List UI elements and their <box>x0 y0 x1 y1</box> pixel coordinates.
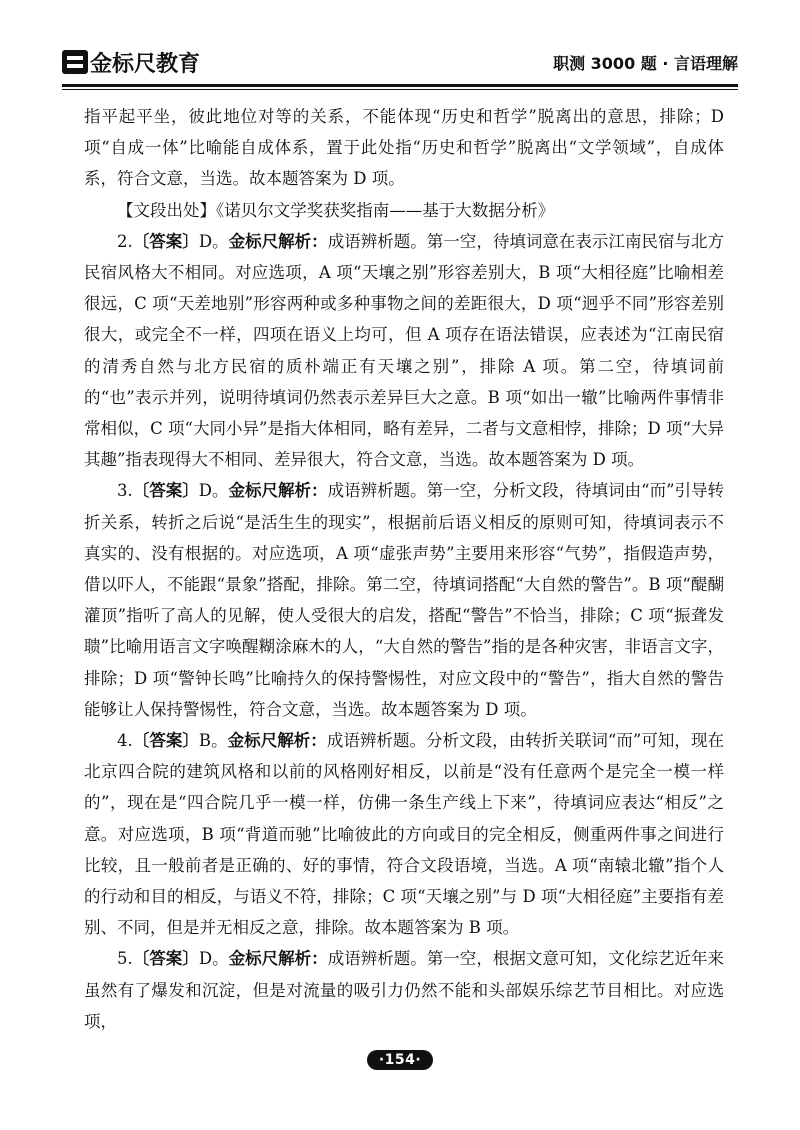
logo-mark-icon <box>62 50 88 74</box>
analysis-text: 成语辨析题。第一空，根据文意可知，文化综艺近年来虽然有了爆发和沉淀，但是对流量的吸引力仍然不能和头部娱乐综艺节目相比。对应选项， <box>84 949 725 1031</box>
source-line: 【文段出处】《诺贝尔文学奖获奖指南——基于大数据分析》 <box>117 200 555 220</box>
book-title: 职测 3000 题 · 言语理解 <box>553 54 738 73</box>
analysis-label: 金标尺解析： <box>227 731 327 751</box>
logo-text: 金标尺教育 <box>90 51 201 77</box>
header-divider <box>62 84 738 87</box>
answer-letter: D。 <box>198 949 229 969</box>
brand-logo <box>62 48 200 76</box>
question-2-explanation <box>84 226 724 476</box>
question-4-explanation <box>84 725 724 943</box>
analysis-label: 金标尺解析： <box>228 481 328 501</box>
answer-tag: 〔答案〕 <box>132 731 199 751</box>
answer-tag: 〔答案〕 <box>132 481 199 501</box>
answer-tag: 〔答案〕 <box>132 949 199 969</box>
page-number: ·154· <box>367 1050 433 1070</box>
question-number: 5. <box>117 949 133 969</box>
analysis-text: 成语辨析题。第一空，分析文段，待填词由“而”引导转折关系，转折之后说“是活生生的现实”，根据前后语义相反的原则可知，待填词表示不真实的、没有根据的。对应选项，A 项“虚张声势”主要用来形容“气势”，指假造声势，借以吓人，不能跟“景象”搭配，排除。第二空，待填词搭配“大自然的警告”。B 项“醍醐灌顶”指听了高人的见解，使人受很大的启发，搭配“警告”不恰当，排除；C 项“振聋发聩”比喻用语言文字唤醒糊涂麻木的人，“大自然的警告”指的是各种灾害，非语言文字，排除；D 项“警钟长鸣”比喻持久的保持警惕性，对应文段中的“警告”，指大自然的警告能够让人保持警惕性，符合文意，当选。故本题答案为 D 项。 <box>84 481 725 719</box>
page-body <box>84 101 724 1037</box>
answer-letter: B。 <box>198 731 228 751</box>
answer-letter: D。 <box>198 481 229 501</box>
intro-paragraph: 指平起平坐，彼此地位对等的关系，不能体现“历史和哲学”脱离出的意思，排除；D 项“自成一体”比喻能自成体系，置于此处指“历史和哲学”脱离出“文学领域”，自成体系，符合文意，当选。故本题答案为 D 项。 <box>84 107 724 189</box>
question-number: 4. <box>117 731 133 751</box>
analysis-text: 成语辨析题。分析文段，由转折关联词“而”可知，现在北京四合院的建筑风格和以前的风格刚好相反，以前是“没有任意两个是完全一模一样的”，现在是“四合院几乎一模一样，仿佛一条生产线上下来”，待填词应表达“相反”之意。对应选项，B 项“背道而驰”比喻彼此的方向或目的完全相反，侧重两件事之间进行比较，且一般前者是正确的、好的事情，符合文段语境，当选。A 项“南辕北辙”指个人的行动和目的相反，与语义不符，排除；C 项“天壤之别”与 D 项“大相径庭”主要指有差别、不同，但是并无相反之意，排除。故本题答案为 B 项。 <box>84 731 724 938</box>
header-divider-thin <box>62 89 738 90</box>
question-number: 2. <box>117 231 133 251</box>
answer-tag: 〔答案〕 <box>132 231 199 251</box>
analysis-label: 金标尺解析： <box>228 231 328 251</box>
question-3-explanation <box>84 475 724 725</box>
page-footer <box>0 1049 800 1070</box>
question-5-explanation <box>84 943 724 1037</box>
answer-letter: D。 <box>198 231 229 251</box>
page-header <box>62 46 738 82</box>
question-number: 3. <box>117 481 133 501</box>
analysis-label: 金标尺解析： <box>228 949 328 969</box>
analysis-text: 成语辨析题。第一空，待填词意在表示江南民宿与北方民宿风格大不相同。对应选项，A 项“天壤之别”形容差别大，B 项“大相径庭”比喻相差很远，C 项“天差地别”形容两种或多种事物之间的差距很大，D 项“迥乎不同”形容差别很大，或完全不一样，四项在语义上均可，但 A 项存在语法错误，应表述为“江南民宿的清秀自然与北方民宿的质朴端正有天壤之别”，排除 A 项。第二空，待填词前的“也”表示并列，说明待填词仍然表示差异巨大之意。B 项“如出一辙”比喻两件事情非常相似，C 项“大同小异”是指大体相同，略有差异，二者与文意相悖，排除；D 项“大异其趣”指表现得大不相同、差异很大，符合文意，当选。故本题答案为 D 项。 <box>84 231 725 470</box>
